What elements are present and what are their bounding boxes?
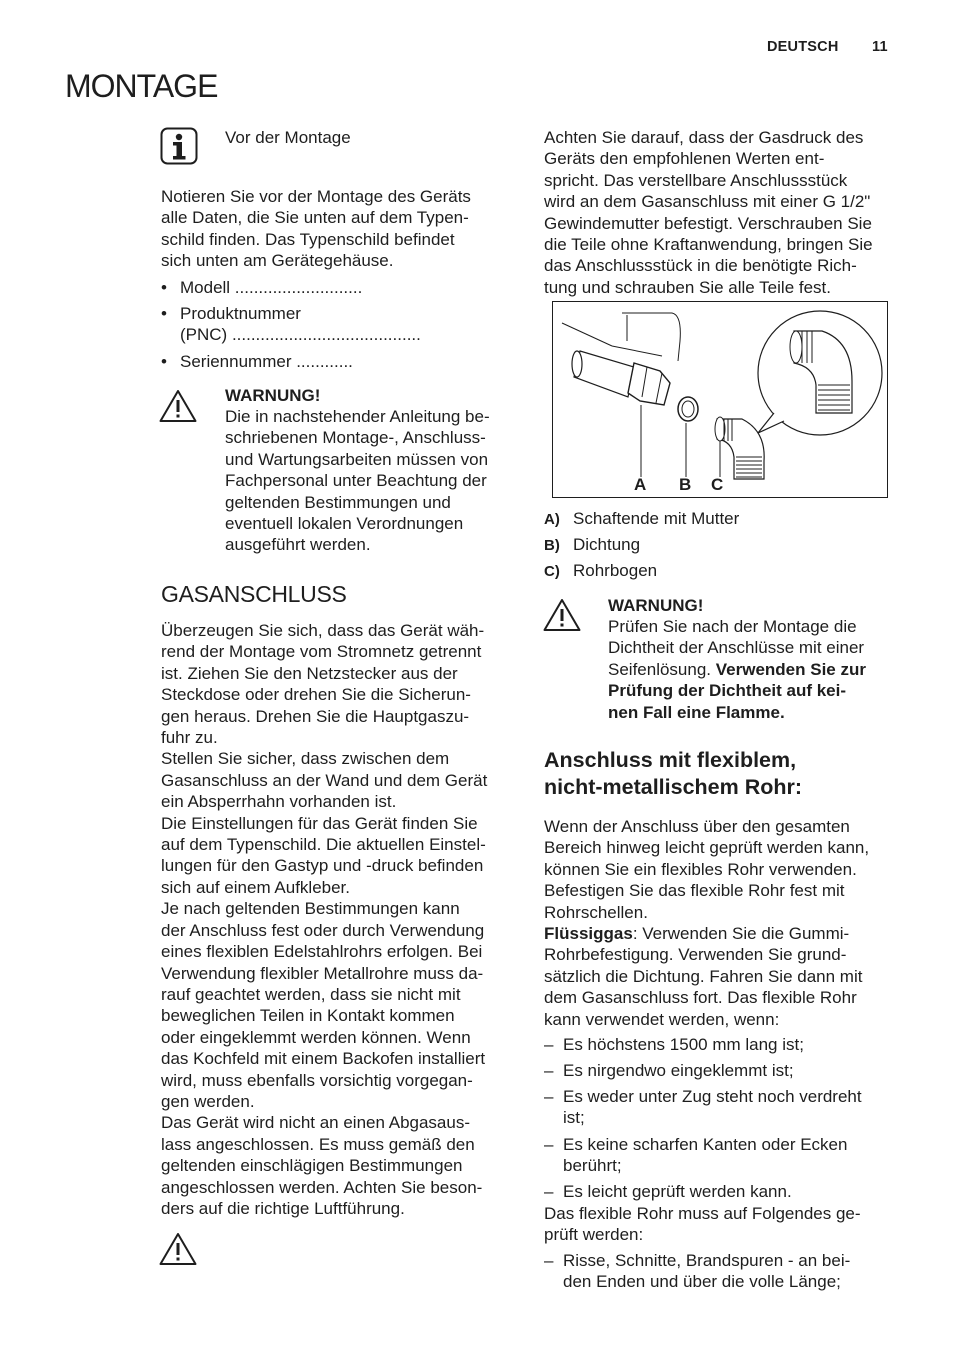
condition-item: Es leicht geprüft werden kann.	[563, 1182, 792, 1201]
bullet-icon: •	[161, 278, 167, 297]
warning-text	[608, 616, 908, 723]
page-title: MONTAGE	[65, 68, 218, 104]
intro-paragraph: Notieren Sie vor der Montage des Geräts alle Daten, die Sie unten auf dem Typen- schild finden. Das Typenschild befindet sich unten am Gerätegehäuse.	[161, 187, 471, 271]
condition-item: Es nirgendwo eingeklemmt ist;	[563, 1061, 794, 1080]
dash-icon: –	[544, 1135, 554, 1154]
condition-item: Es höchstens 1500 mm lang ist;	[563, 1035, 804, 1054]
gasanschluss-body: Überzeugen Sie sich, dass das Gerät wäh- rend der Montage vom Stromnetz getrennt ist. Ziehen Sie den Netzstecker aus der Steckdose oder drehen Sie die Sicherun- gen heraus. Drehen Sie die Hauptgaszu- fuhr zu. Stellen Sie sicher, dass zwischen dem Gasanschluss an der Wand und dem Gerät ein Absperrhahn vorhanden ist. Die Einstellungen für das Gerät finden Sie auf dem Typenschild. Die aktuellen Einstel- lungen für den Gastyp und -druck befinden sich auf einem Aufkleber. Je nach geltenden Bestimmungen kann der Anschluss fest oder durch Verwendung eines flexiblen Edelstahlrohrs erfolgen. Bei Verwendung flexibler Metallrohre muss da- rauf geachtet werden, dass sie nicht mit beweglichen Teilen in Kontakt kommen oder eingeklemmt werden können. Wenn das Kochfeld mit einem Backofen installiert wird, muss ebenfalls vorsichtig vorgegan- gen werden. Das Gerät wird nicht an einen Abgasaus- lass angeschlossen. Es muss gemäß den geltenden einschlägigen Bestimmungen angeschlossen werden. Achten Sie beson- ders auf die richtige Luftführung.	[161, 621, 488, 1218]
condition-item: Es keine scharfen Kanten oder Ecken berührt;	[563, 1135, 848, 1176]
warning-text-bold: Verwenden Sie zur Prüfung der Dichtheit auf kei- nen Fall eine Flamme.	[608, 659, 866, 722]
legend-text: Schaftende mit Mutter	[573, 509, 740, 528]
legend-key: C)	[544, 563, 560, 580]
warning-text-regular: Prüfen Sie nach der Montage die Dichtheit der Anschlüsse mit einer Seifenlösung.	[608, 617, 865, 679]
bullet-icon: •	[161, 352, 167, 371]
label-b: B	[679, 475, 692, 494]
dash-icon: –	[544, 1087, 554, 1106]
warning-icon	[542, 597, 582, 633]
list-item: Seriennummer ............	[180, 352, 353, 371]
page-number: 11	[872, 39, 888, 55]
legend-key: A)	[544, 511, 560, 528]
lpg-paragraph	[544, 923, 904, 1030]
list-item: Produktnummer (PNC) ........................................	[180, 304, 421, 345]
lpg-text: : Verwenden Sie die Gummi- Rohrbefestigung. Verwenden Sie grund- sätzlich die Dichtung. Fahren Sie dann mit dem Gasanschluss fort. Das flexible Rohr kann verwendet werden, wenn:	[544, 924, 863, 1029]
label-c: C	[711, 475, 724, 494]
section-title-gasanschluss: GASANSCHLUSS	[161, 581, 347, 607]
info-icon	[160, 127, 198, 165]
dash-icon: –	[544, 1182, 554, 1201]
warning-text: Die in nachstehender Anleitung be- schriebenen Montage-, Anschluss- und Wartungsarbeiten müssen von Fachpersonal unter Beachtung der geltenden Bestimmungen und eventuell lokalen Verordnungen ausgeführt werden.	[225, 407, 490, 555]
section-title-flexible-pipe: Anschluss mit flexiblem, nicht-metallischem Rohr:	[544, 748, 803, 799]
dash-icon: –	[544, 1035, 554, 1054]
warning-title: WARNUNG!	[225, 386, 321, 405]
warning-icon	[158, 1231, 198, 1267]
legend-key: B)	[544, 537, 560, 554]
warning-title: WARNUNG!	[608, 596, 704, 615]
label-a: A	[634, 475, 647, 494]
list-item: Modell ...........................	[180, 278, 363, 297]
lpg-label: Flüssiggas	[544, 924, 633, 943]
warning-icon	[158, 388, 198, 424]
legend-text: Rohrbogen	[573, 561, 658, 580]
dash-icon: –	[544, 1251, 554, 1270]
flexible-pipe-body: Wenn der Anschluss über den gesamten Bereich hinweg leicht geprüft werden kann, können Sie ein flexibles Rohr verwenden. Befestigen Sie das flexible Rohr fest mit Rohrschellen.	[544, 817, 870, 922]
connection-diagram	[552, 301, 888, 498]
info-label: Vor der Montage	[225, 128, 351, 147]
header-language: DEUTSCH	[767, 39, 839, 55]
legend-text: Dichtung	[573, 535, 641, 554]
check-item: Risse, Schnitte, Brandspuren - an bei- den Enden und über die volle Länge;	[563, 1251, 851, 1292]
pressure-paragraph: Achten Sie darauf, dass der Gasdruck des Geräts den empfohlenen Werten ent- spricht. Das verstellbare Anschlussstück wird an dem Gasanschluss mit einer G 1/2" Gewindemutter befestigt. Verschrauben Sie die Teile ohne Kraftanwendung, bringen Sie das Anschlussstück in die benötigte Rich- tung und schrauben Sie alle Teile fest.	[544, 128, 873, 297]
bullet-icon: •	[161, 304, 167, 323]
check-intro: Das flexible Rohr muss auf Folgendes ge- prüft werden:	[544, 1204, 861, 1245]
dash-icon: –	[544, 1061, 554, 1080]
condition-item: Es weder unter Zug steht noch verdreht ist;	[563, 1087, 862, 1128]
